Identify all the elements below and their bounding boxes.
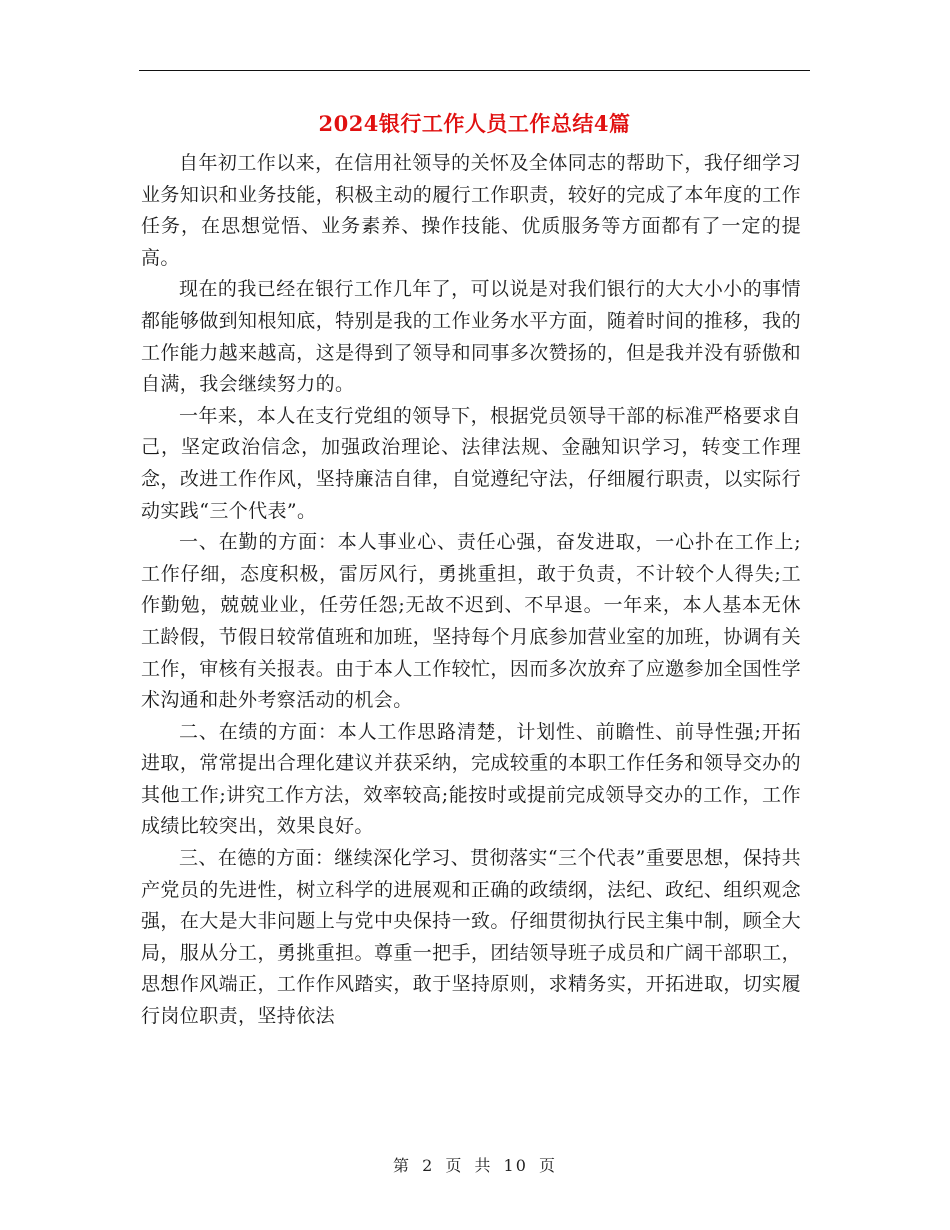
document-title: 2024银行工作人员工作总结4篇: [318, 111, 631, 136]
document-body: [141, 148, 801, 1033]
paragraph-5: 二、在绩的方面：本人工作思路清楚，计划性、前瞻性、前导性强;开拓进取，常常提出合理化建议并获采纳，完成较重的本职工作任务和领导交办的其他工作;讲究工作方法，效率较高;能按时或提前完成领导交办的工作，工作成绩比较突出，效果良好。: [141, 720, 801, 838]
paragraph-2: 现在的我已经在银行工作几年了，可以说是对我们银行的大大小小的事情都能够做到知根知底，特别是我的工作业务水平方面，随着时间的推移，我的工作能力越来越高，这是得到了领导和同事多次赞扬的，但是我并没有骄傲和自满，我会继续努力的。: [141, 278, 801, 396]
paragraph-6: 三、在德的方面：继续深化学习、贯彻落实“三个代表”重要思想，保持共产党员的先进性，树立科学的进展观和正确的政绩纲，法纪、政纪、组织观念强，在大是大非问题上与党中央保持一致。仔细贯彻执行民主集中制，顾全大局，服从分工，勇挑重担。尊重一把手，团结领导班子成员和广阔干部职工，思想作风端正，工作作风踏实，敢于坚持原则，求精务实，开拓进取，切实履行岗位职责，坚持依法: [141, 847, 801, 1028]
paragraph-1: 自年初工作以来，在信用社领导的关怀及全体同志的帮助下，我仔细学习业务知识和业务技能，积极主动的履行工作职责，较好的完成了本年度的工作任务，在思想觉悟、业务素养、操作技能、优质服务等方面都有了一定的提高。: [141, 152, 801, 269]
paragraph-3: 一年来，本人在支行党组的领导下，根据党员领导干部的标准严格要求自己，坚定政治信念，加强政治理论、法律法规、金融知识学习，转变工作理念，改进工作作风，坚持廉洁自律，自觉遵纪守法，仔细履行职责，以实际行动实践“三个代表”。: [141, 404, 801, 522]
page-number-footer: 第 2 页 共 10 页: [393, 1156, 557, 1175]
paragraph-4: 一、在勤的方面：本人事业心、责任心强，奋发进取，一心扑在工作上;工作仔细，态度积极，雷厉风行，勇挑重担，敢于负责，不计较个人得失;工作勤勉，兢兢业业，任劳任怨;无故不迟到、不早退。一年来，本人基本无休工龄假，节假日较常值班和加班，坚持每个月底参加营业室的加班，协调有关工作，审核有关报表。由于本人工作较忙，因而多次放弃了应邀参加全国性学术沟通和赴外考察活动的机会。: [141, 531, 801, 712]
header-rule: [139, 70, 810, 71]
